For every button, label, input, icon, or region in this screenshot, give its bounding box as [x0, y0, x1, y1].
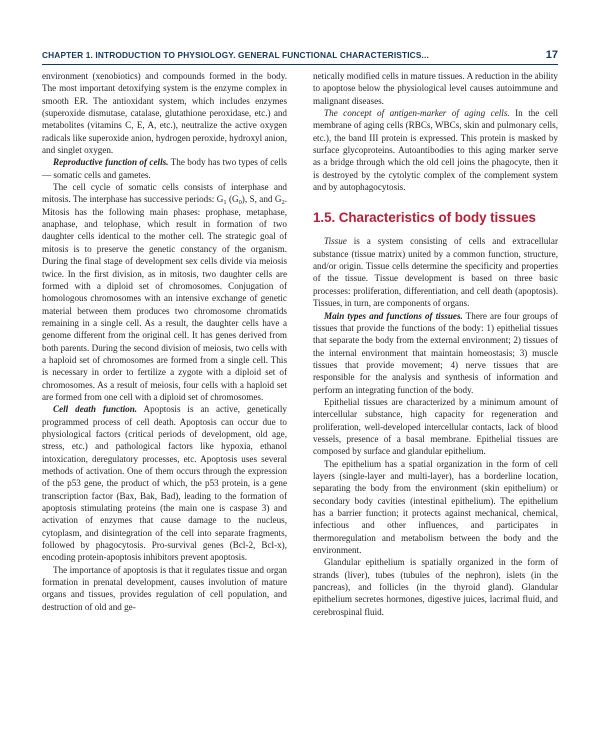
- run-in-term: Tissue: [324, 236, 347, 247]
- paragraph-text: is a system consisting of cells and extracellular substance (tissue matrix) united by a common function, structure, and/or origin. Tissue cells determine the specificity and properties of the tissue. Tissue development is based on three basic processes: proliferation, differentiation, and cell death (apoptosis). Tissues, in turn, are components of organs.: [313, 236, 558, 309]
- paragraph-continued: [42, 70, 287, 156]
- paragraph-reproductive-function: [42, 156, 287, 181]
- paragraph-text: In the cell membrane of aging cells (RBCs, WBCs, skin and pulmonary cells, etc.), the band III protein is expressed. This protein is masked by surface glycoproteins. Autoantibodies to this aging marker serve as a bridge through which the old cell joins the phagocyte, then it is destroyed by the cytolytic complex of the complement system and by autophagocytosis.: [313, 108, 558, 193]
- running-head: [42, 49, 558, 65]
- paragraph-epithelial-tissues: [313, 396, 558, 458]
- paragraph-glandular-epithelium: [313, 556, 558, 618]
- paragraph-text: environment (xenobiotics) and compounds formed in the body. The most important detoxifying system is the enzyme complex in smooth ER. The antioxidant system, which includes enzymes (superoxide dismutase, catalase, glutathione peroxidase, etc.) and metabolites (vitamins C, E, A, etc.), neutralize the active oxygen radicals like superoxide anion, hydrogen peroxide, hydroxyl anion, and singlet oxygen.: [42, 71, 287, 156]
- left-column: [42, 70, 287, 700]
- paragraph-text: The body has two types of cells — somatic cells and gametes.: [42, 157, 287, 180]
- right-column: [313, 70, 558, 700]
- paragraph-apoptosis-importance: [42, 564, 287, 613]
- subscript-g0: 0: [238, 199, 242, 207]
- paragraph-text: Apoptosis is an active, genetically programmed process of cell death. Apoptosis can occur due to physiological factors (critical periods of development, old age, stress, etc.) and pathological factors like hypoxia, ethanol intoxication, deregulatory processes, etc. Apoptosis uses several methods of activation. One of them occurs through the expression of the p53 gene, the product of which, the p53 protein, is a gene transcription factor (Bax, Bak, Bad), leading to the formation of apoptosis stimulating proteins (the main one is caspase 3) and activation of enzymes that cause damage to the nucleus, cytoplasm, and disintegration of the cell into separate fragments, followed by phagocytosis. Pro-survival genes (Bcl-2, Bcl-x), encoding protein-apoptosis inhibitors prevent apoptosis.: [42, 404, 287, 563]
- run-in-heading: Cell death function.: [53, 404, 138, 415]
- paragraph-text-c: ), S, and G: [241, 194, 282, 205]
- paragraph-epithelium-organization: [313, 458, 558, 557]
- run-in-heading: The concept of antigen-marker of aging cells.: [324, 108, 510, 119]
- paragraph-text: The epithelium has a spatial organization in the form of cell layers (single-layer and multi-layer), has a borderline location, separating the body from the environment (skin epithelium) or secondary body cavities (intestinal epithelium). The epithelium has a barrier function; it protects against mechanical, chemical, infectious and other influences, and participates in thermoregulation and metabolism between the body and the environment.: [313, 458, 558, 556]
- section-heading: 1.5. Characteristics of body tissues: [313, 210, 536, 226]
- paragraph-text-a: The cell cycle of somatic cells consists of interphase and mitosis. The interphase has successive periods: G: [42, 182, 287, 205]
- paragraph-text: The importance of apoptosis is that it regulates tissue and organ formation in prenatal development, causes involution of mature organs and tissues, provides regulation of cell population, and destruction of old and ge-: [42, 564, 287, 612]
- paragraph-continued: [313, 70, 558, 107]
- paragraph-text-b: (G: [226, 194, 239, 205]
- running-head-title: CHAPTER 1. INTRODUCTION TO PHYSIOLOGY. GENERAL FUNCTIONAL CHARACTERISTICS...: [42, 50, 429, 60]
- body-columns: [42, 70, 558, 700]
- paragraph-main-types: [313, 310, 558, 396]
- subscript-g1: 1: [223, 199, 227, 207]
- paragraph-cell-death-function: [42, 403, 287, 563]
- paragraph-text-d: . Mitosis has the following main phases: prophase, metaphase, anaphase, and telophase, which result in formation of two daughter cells identical to the mother cell. The strategic goal of mitosis is to preserve the genetic constancy of the organism. During the final stage of development sex cells divide via meiosis twice. In the first division, as in mitosis, two daughter cells are formed with a diploid set of chromosomes. Conjugation of homologous chromosomes with an intensive exchange of genetic material between them produces two chromosome chromatids remaining in a single cell. As a result, the daughter cells have a genome different from the original cell. It has genes derived from both parents. During the second division of meiosis, two cells with a haploid set of chromosomes are formed from a single cell. This is necessary in order to fertilize a zygote with a diploid set of chromosomes. As a result of meiosis, four cells with a haploid set are formed from one cell with a diploid set of chromosomes.: [42, 194, 287, 402]
- paragraph-text: netically modified cells in mature tissues. A reduction in the ability to apoptose below the physiological level causes autoimmune and malignant diseases.: [313, 71, 558, 106]
- paragraph-text: Epithelial tissues are characterized by a minimum amount of intercellular substance, high capacity for regeneration and proliferation, well-developed intercellular contacts, lack of blood vessels, presence of a basal membrane. Epithelial tissues are composed by surface and glandular epithelium.: [313, 396, 558, 457]
- page-number: 17: [545, 49, 558, 61]
- run-in-heading: Main types and functions of tissues.: [324, 310, 463, 321]
- paragraph-cell-cycle: [42, 181, 287, 403]
- paragraph-antigen-marker: [313, 107, 558, 193]
- paragraph-tissue-definition: [313, 235, 558, 309]
- paragraph-text: Glandular epithelium is spatially organized in the form of strands (liver), tubes (tubules of the nephron), islets (in the pancreas), and follicles (in the thyroid gland). Glandular epithelium secretes hormones, digestive juices, lacrimal fluid, and cerebrospinal fluid.: [313, 557, 558, 617]
- paragraph-text: There are four groups of tissues that provide the functions of the body: 1) epithelial tissues that separate the body from the external environment; 2) tissues of the internal environment that maintain homeostasis; 3) muscle tissues that provide movement; 4) nerve tissues that are responsible for the analysis and synthesis of information and perform an integrating function of the body.: [313, 310, 558, 395]
- run-in-heading: Reproductive function of cells.: [53, 157, 169, 168]
- subscript-g2: 2: [281, 199, 285, 207]
